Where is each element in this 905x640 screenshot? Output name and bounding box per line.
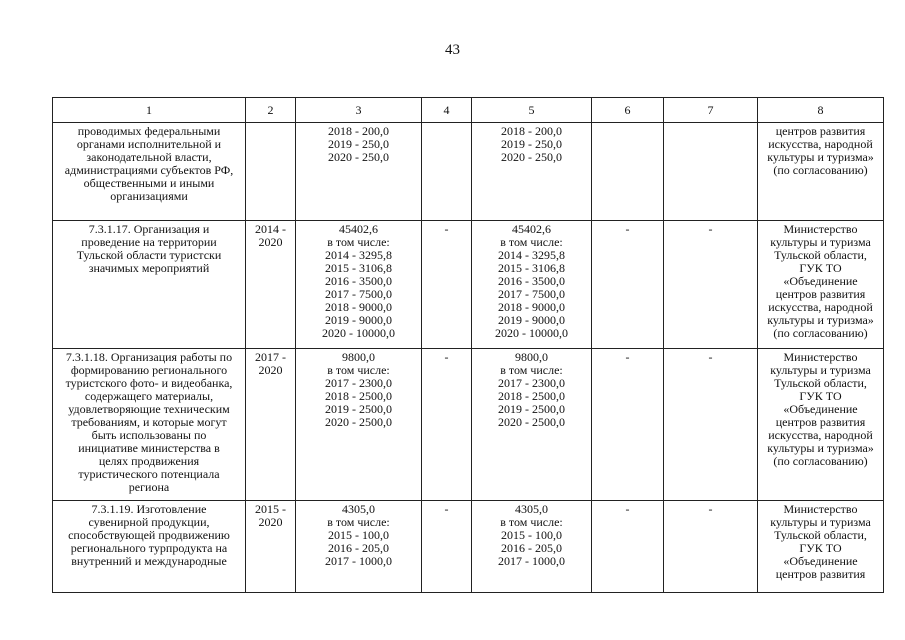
period-cell [246,349,296,501]
header-col-3: 3 [296,98,422,123]
header-col-5: 5 [472,98,592,123]
regional-funding-cell-line: в том числе: [500,515,563,529]
total-funding-cell-line: 2019 - 2500,0 [325,402,392,416]
regional-funding-cell-line: 2018 - 9000,0 [498,300,565,314]
total-funding-cell-line: 2018 - 9000,0 [325,300,392,314]
header-col-6: 6 [592,98,664,123]
column-7-cell [664,349,758,501]
measure-name-cell-line: инициативе министерства в [78,441,220,455]
total-funding-cell-line: 2017 - 2300,0 [325,376,392,390]
column-4-cell-value: - [444,222,449,236]
total-funding-cell-lines [299,503,418,568]
column-4-cell-value: - [444,502,449,516]
regional-funding-cell-lines [475,351,588,429]
regional-funding-cell-line: 9800,0 [515,350,548,364]
executor-cell-line: центров развития [775,287,866,301]
period-cell-line: 2020 [258,235,283,249]
total-funding-cell-line: 2018 - 2500,0 [325,389,392,403]
total-funding-cell-lines [299,351,418,429]
measure-name-cell-line: органами исполнительной и [76,137,222,151]
executor-cell-line: культуры и туризма [770,235,871,249]
total-funding-cell-line: 2020 - 2500,0 [325,415,392,429]
measure-name-cell-line: законодательной власти, [86,150,212,164]
measure-name-cell-lines [56,125,242,203]
regional-funding-cell-lines [475,223,588,340]
header-col-7: 7 [664,98,758,123]
program-table [52,97,884,593]
total-funding-cell-line: 9800,0 [342,350,375,364]
column-4-cell [422,349,472,501]
measure-name-cell-line: сувенирной продукции, [88,515,210,529]
executor-cell-line: (по согласованию) [773,326,868,340]
regional-funding-cell-line: 2017 - 7500,0 [498,287,565,301]
regional-funding-cell-line: 2018 - 2500,0 [498,389,565,403]
executor-cell-line: центров развития [775,415,866,429]
regional-funding-cell [472,349,592,501]
regional-funding-cell-line: в том числе: [500,235,563,249]
page-number: 43 [445,42,460,58]
total-funding-cell-line: 2017 - 1000,0 [325,554,392,568]
executor-cell-lines [761,503,880,581]
total-funding-cell-line: 2015 - 3106,8 [325,261,392,275]
executor-cell-line: центров развития [775,124,866,138]
measure-name-cell-line: 7.3.1.17. Организация и [88,222,210,236]
period-cell-lines [249,223,292,249]
regional-funding-cell-lines [475,503,588,568]
measure-name-cell [53,349,246,501]
column-6-cell [592,123,664,221]
executor-cell-line: искусства, народной [768,428,873,442]
executor-cell-line: «Объединение [783,274,858,288]
measure-name-cell [53,501,246,593]
executor-cell [758,349,884,501]
total-funding-cell-line: в том числе: [327,363,390,377]
column-6-cell [592,349,664,501]
column-6-cell-value: - [625,502,630,516]
header-row [53,98,884,123]
period-cell-lines [249,351,292,377]
measure-name-cell-line: содержащего материалы, [84,389,214,403]
measure-name-cell-line: формированию регионального [70,363,228,377]
column-4-cell-value: - [444,350,449,364]
column-7-cell-value: - [708,502,713,516]
total-funding-cell [296,123,422,221]
regional-funding-cell-line: 2017 - 2300,0 [498,376,565,390]
regional-funding-cell-line: 4305,0 [515,502,548,516]
executor-cell-line: ГУК ТО [799,389,842,403]
column-4-cell [422,501,472,593]
measure-name-cell-line: способствующей продвижению [68,528,230,542]
regional-funding-cell-line: 2019 - 9000,0 [498,313,565,327]
measure-name-cell-line: значимых мероприятий [88,261,210,275]
measure-name-cell-line: регионального турпродукта на [70,541,228,555]
total-funding-cell-lines [299,125,418,164]
regional-funding-cell-line: 2016 - 3500,0 [498,274,565,288]
measure-name-cell-lines [56,223,242,275]
executor-cell [758,501,884,593]
table-row [53,501,884,593]
total-funding-cell-line: 45402,6 [339,222,378,236]
regional-funding-cell [472,221,592,349]
executor-cell-line: «Объединение [783,554,858,568]
measure-name-cell [53,221,246,349]
regional-funding-cell-line: 2014 - 3295,8 [498,248,565,262]
total-funding-cell-line: в том числе: [327,515,390,529]
total-funding-cell [296,501,422,593]
executor-cell-line: культуры и туризма» [767,150,874,164]
executor-cell-line: Тульской области, [774,528,867,542]
measure-name-cell-line: региона [128,480,170,494]
executor-cell-lines [761,125,880,177]
column-7-cell-value: - [708,350,713,364]
total-funding-cell [296,349,422,501]
header-col-8: 8 [758,98,884,123]
total-funding-cell-line: 2014 - 3295,8 [325,248,392,262]
column-6-cell [592,501,664,593]
measure-name-cell-line: администрациями субъектов РФ, [64,163,234,177]
regional-funding-cell-line: 2016 - 205,0 [501,541,562,555]
executor-cell-line: культуры и туризма [770,363,871,377]
total-funding-cell-line: 4305,0 [342,502,375,516]
regional-funding-cell-line: 45402,6 [512,222,551,236]
period-cell [246,501,296,593]
total-funding-cell-line: 2019 - 9000,0 [325,313,392,327]
header-col-1: 1 [53,98,246,123]
executor-cell-line: Тульской области, [774,248,867,262]
measure-name-cell-line: общественными и иными [83,176,215,190]
executor-cell-line: искусства, народной [768,300,873,314]
executor-cell-line: ГУК ТО [799,541,842,555]
measure-name-cell-line: 7.3.1.18. Организация работы по [65,350,233,364]
executor-cell-lines [761,351,880,468]
executor-cell-lines [761,223,880,340]
executor-cell-line: ГУК ТО [799,261,842,275]
executor-cell-line: (по согласованию) [773,163,868,177]
regional-funding-cell-line: 2018 - 200,0 [501,124,562,138]
executor-cell-line: культуры и туризма [770,515,871,529]
executor-cell [758,221,884,349]
executor-cell-line: искусства, народной [768,137,873,151]
regional-funding-cell-line: 2020 - 250,0 [501,150,562,164]
regional-funding-cell-line: 2015 - 100,0 [501,528,562,542]
regional-funding-cell [472,123,592,221]
measure-name-cell-line: целях продвижения [98,454,200,468]
measure-name-cell [53,123,246,221]
executor-cell-line: Министерство [783,222,858,236]
column-4-cell [422,221,472,349]
column-7-cell [664,123,758,221]
period-cell [246,123,296,221]
measure-name-cell-line: туристического потенциала [78,467,220,481]
period-cell [246,221,296,349]
period-cell-line: 2015 - [255,502,286,516]
regional-funding-cell [472,501,592,593]
measure-name-cell-line: 7.3.1.19. Изготовление [91,502,207,516]
executor-cell-line: Министерство [783,502,858,516]
regional-funding-cell-line: 2020 - 2500,0 [498,415,565,429]
total-funding-cell-line: 2019 - 250,0 [328,137,389,151]
executor-cell-line: «Объединение [783,402,858,416]
total-funding-cell [296,221,422,349]
executor-cell-line: Министерство [783,350,858,364]
table-row [53,123,884,221]
total-funding-cell-line: 2017 - 7500,0 [325,287,392,301]
executor-cell [758,123,884,221]
measure-name-cell-line: быть использованы по [91,428,207,442]
measure-name-cell-lines [56,351,242,494]
period-cell-line: 2020 [258,363,283,377]
total-funding-cell-line: 2016 - 205,0 [328,541,389,555]
period-cell-line: 2020 [258,515,283,529]
total-funding-cell-line: 2020 - 250,0 [328,150,389,164]
measure-name-cell-line: организациями [110,189,188,203]
regional-funding-cell-line: 2019 - 250,0 [501,137,562,151]
period-cell-lines [249,503,292,529]
measure-name-cell-line: проводимых федеральными [77,124,221,138]
table-row [53,221,884,349]
column-6-cell [592,221,664,349]
executor-cell-line: Тульской области, [774,376,867,390]
regional-funding-cell-line: 2020 - 10000,0 [495,326,568,340]
measure-name-cell-line: проведение на территории [81,235,217,249]
executor-cell-line: культуры и туризма» [767,313,874,327]
column-6-cell-value: - [625,222,630,236]
measure-name-cell-line: туристского фото- и видеобанка, [65,376,233,390]
executor-cell-line: культуры и туризма» [767,441,874,455]
measure-name-cell-line: внутренний и международные [71,554,227,568]
total-funding-cell-lines [299,223,418,340]
period-cell-line: 2014 - [255,222,286,236]
column-7-cell [664,501,758,593]
column-7-cell-value: - [708,222,713,236]
total-funding-cell-line: 2015 - 100,0 [328,528,389,542]
regional-funding-cell-line: 2015 - 3106,8 [498,261,565,275]
total-funding-cell-line: 2016 - 3500,0 [325,274,392,288]
total-funding-cell-line: 2018 - 200,0 [328,124,389,138]
period-cell-line: 2017 - [255,350,286,364]
executor-cell-line: (по согласованию) [773,454,868,468]
column-7-cell [664,221,758,349]
regional-funding-cell-line: 2017 - 1000,0 [498,554,565,568]
table-row [53,349,884,501]
measure-name-cell-line: удовлетворяющие техническим [68,402,230,416]
regional-funding-cell-lines [475,125,588,164]
column-4-cell [422,123,472,221]
total-funding-cell-line: 2020 - 10000,0 [322,326,395,340]
header-col-4: 4 [422,98,472,123]
measure-name-cell-line: Тульской области туристски [76,248,222,262]
column-6-cell-value: - [625,350,630,364]
regional-funding-cell-line: в том числе: [500,363,563,377]
regional-funding-cell-line: 2019 - 2500,0 [498,402,565,416]
header-col-2: 2 [246,98,296,123]
total-funding-cell-line: в том числе: [327,235,390,249]
measure-name-cell-line: требованиям, и которые могут [71,415,227,429]
executor-cell-line: центров развития [775,567,866,581]
measure-name-cell-lines [56,503,242,568]
